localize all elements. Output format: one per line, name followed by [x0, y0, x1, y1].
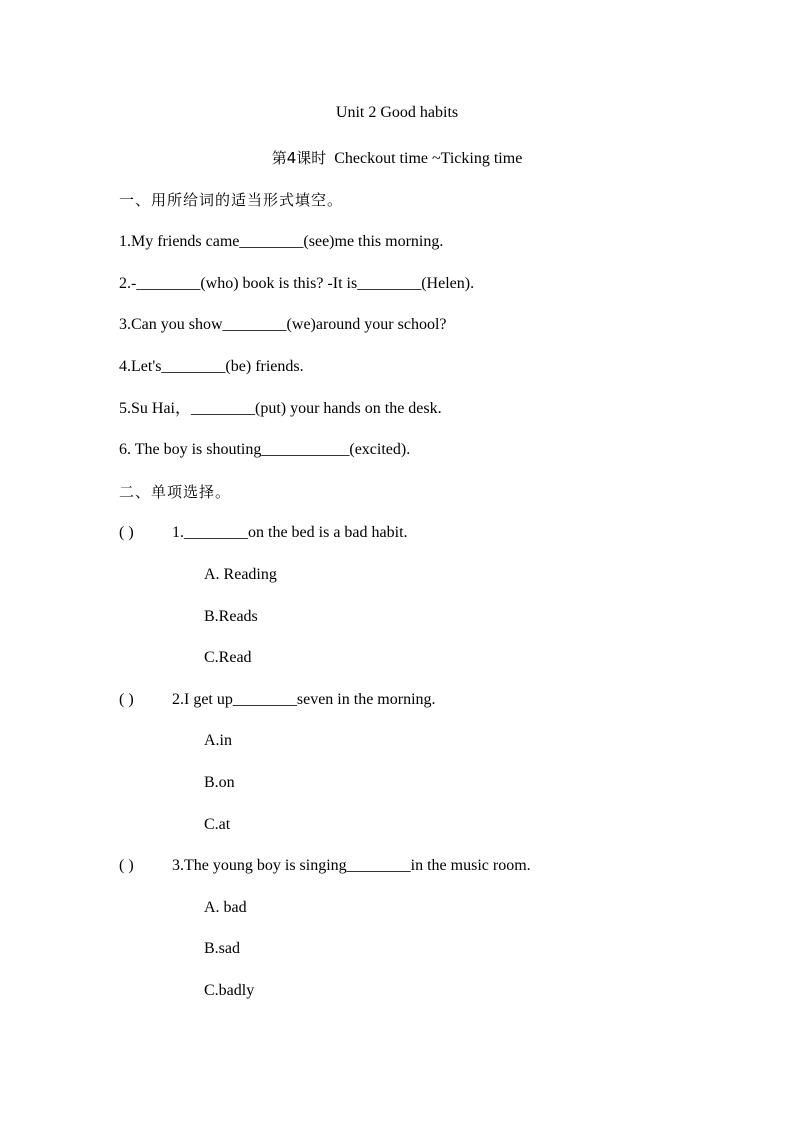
- lesson-title: Checkout time ~Ticking time: [334, 150, 523, 167]
- choice-question-2: 2.I get up________seven in the morning.: [172, 691, 436, 708]
- fill-blank-item-5: 5.Su Hai，________(put) your hands on the desk.: [119, 400, 442, 417]
- lesson-prefix: 第4课时: [271, 149, 327, 167]
- page-title: Unit 2 Good habits: [335, 104, 459, 121]
- lesson-subtitle: [0, 147, 794, 168]
- section-1-heading: 一、用所给词的适当形式填空。: [119, 191, 344, 209]
- question-3-option-c: C.badly: [204, 982, 255, 999]
- section-2-heading: 二、单项选择。: [119, 483, 232, 501]
- question-2-option-a: A.in: [204, 732, 232, 749]
- fill-blank-item-1: 1.My friends came________(see)me this morning.: [119, 233, 444, 250]
- answer-bracket-3: ( ): [119, 857, 134, 874]
- question-1-option-b: B.Reads: [204, 608, 258, 625]
- question-3-option-a: A. bad: [204, 899, 247, 916]
- choice-question-3: 3.The young boy is singing________in the music room.: [172, 857, 531, 874]
- answer-bracket-2: ( ): [119, 691, 134, 708]
- fill-blank-item-2: 2.-________(who) book is this? -It is________(Helen).: [119, 275, 475, 292]
- question-3-option-b: B.sad: [204, 940, 240, 957]
- question-2-option-b: B.on: [204, 774, 235, 791]
- fill-blank-item-4: 4.Let's________(be) friends.: [119, 358, 304, 375]
- choice-question-1: 1.________on the bed is a bad habit.: [172, 524, 408, 541]
- fill-blank-item-3: 3.Can you show________(we)around your school?: [119, 316, 447, 333]
- question-1-option-a: A. Reading: [204, 566, 277, 583]
- answer-bracket-1: ( ): [119, 524, 134, 541]
- question-1-option-c: C.Read: [204, 649, 252, 666]
- fill-blank-item-6: 6. The boy is shouting___________(excited).: [119, 441, 411, 458]
- question-2-option-c: C.at: [204, 816, 231, 833]
